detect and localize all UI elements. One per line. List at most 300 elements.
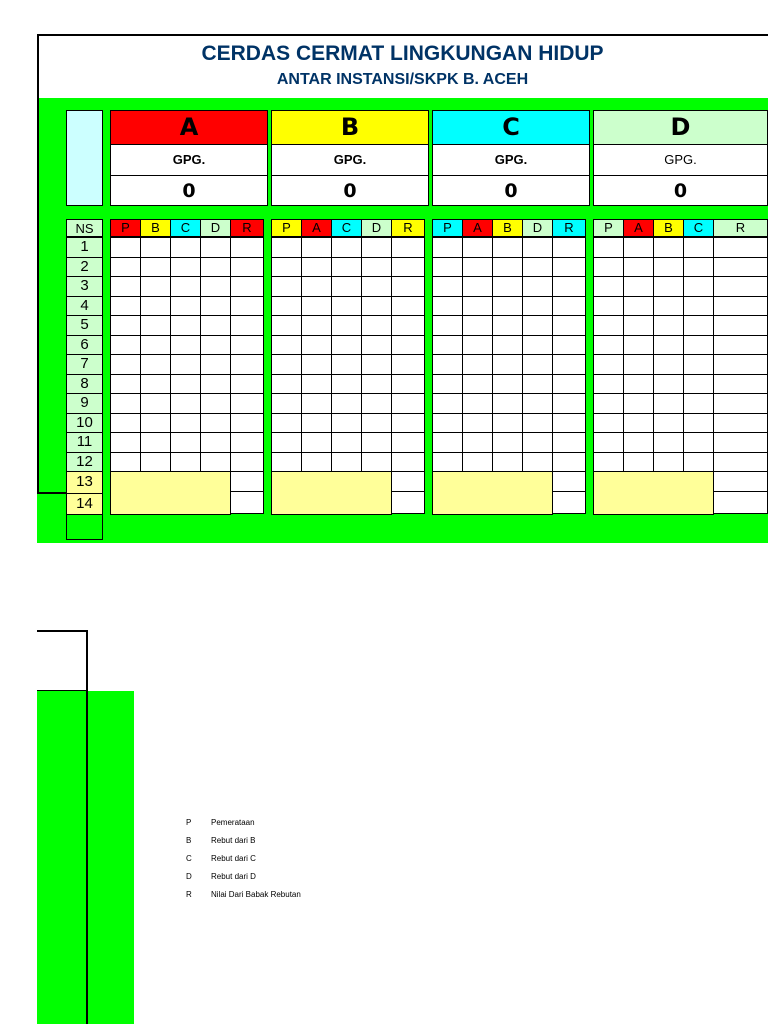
score-cell[interactable] [552,413,586,434]
score-cell[interactable] [170,432,201,453]
score-cell[interactable] [522,237,553,258]
score-cell[interactable] [653,432,684,453]
score-cell[interactable] [462,354,493,375]
legend-item [186,852,256,866]
score-cell[interactable] [200,452,231,473]
score-cell[interactable] [462,432,493,453]
score-cell[interactable] [200,276,231,297]
score-cell[interactable] [230,296,264,317]
score-cell[interactable] [522,354,553,375]
score-cell[interactable] [391,452,425,473]
score-cell[interactable] [391,393,425,414]
score-cell[interactable] [492,413,523,434]
score-cell[interactable] [170,354,201,375]
score-cell[interactable] [593,413,624,434]
ns-row-number: 3 [66,276,103,297]
score-cell[interactable] [683,374,714,395]
score-cell[interactable] [271,452,302,473]
ns-row-number: 12 [66,452,103,473]
score-cell[interactable] [623,432,654,453]
score-cell[interactable] [331,413,362,434]
score-cell[interactable] [432,452,463,473]
team-gpg-label[interactable]: GPG. [594,145,767,176]
column-header-a: A [462,219,493,237]
score-cell[interactable] [200,335,231,356]
total-cell[interactable] [391,491,425,515]
column-header-b: B [492,219,523,237]
score-cell[interactable] [713,432,768,453]
score-cell[interactable] [462,393,493,414]
score-cell[interactable] [492,374,523,395]
score-cell[interactable] [110,374,141,395]
score-cell[interactable] [331,257,362,278]
score-cell[interactable] [462,296,493,317]
total-cell[interactable] [552,491,586,515]
score-cell[interactable] [653,354,684,375]
score-cell[interactable] [301,315,332,336]
score-cell[interactable] [462,413,493,434]
score-cell[interactable] [522,276,553,297]
score-cell[interactable] [140,276,171,297]
score-cell[interactable] [623,354,654,375]
score-cell[interactable] [110,276,141,297]
score-cell[interactable] [140,432,171,453]
score-cell[interactable] [301,276,332,297]
score-cell[interactable] [623,315,654,336]
score-cell[interactable] [170,237,201,258]
column-header-r: R [713,219,768,237]
score-cell[interactable] [170,296,201,317]
score-cell[interactable] [271,257,302,278]
score-cell[interactable] [140,413,171,434]
score-cell[interactable] [110,237,141,258]
score-cell[interactable] [492,276,523,297]
lower-border-vertical [86,630,88,1024]
score-cell[interactable] [432,315,463,336]
score-cell[interactable] [230,413,264,434]
score-cell[interactable] [552,432,586,453]
score-cell[interactable] [593,257,624,278]
legend-text: Rebut dari D [211,872,256,881]
score-cell[interactable] [361,452,392,473]
score-cell[interactable] [552,335,586,356]
score-cell[interactable] [593,432,624,453]
legend-text: Nilai Dari Babak Rebutan [211,890,301,899]
score-cell[interactable] [432,393,463,414]
page-title: CERDAS CERMAT LINGKUNGAN HIDUP [201,42,604,65]
score-cell[interactable] [110,452,141,473]
score-cell[interactable] [200,257,231,278]
score-cell[interactable] [271,335,302,356]
score-cell[interactable] [230,452,264,473]
score-cell[interactable] [361,335,392,356]
score-cell[interactable] [110,335,141,356]
score-cell[interactable] [170,257,201,278]
score-cell[interactable] [361,276,392,297]
score-cell[interactable] [200,413,231,434]
score-cell[interactable] [522,335,553,356]
score-cell[interactable] [301,354,332,375]
score-cell[interactable] [462,237,493,258]
score-cell[interactable] [140,354,171,375]
score-cell[interactable] [653,276,684,297]
column-header-d: D [522,219,553,237]
lower-green-column-1 [37,691,86,1024]
score-cell[interactable] [301,257,332,278]
subtotal-block [593,471,714,515]
score-cell[interactable] [713,335,768,356]
score-cell[interactable] [110,354,141,375]
score-cell[interactable] [432,374,463,395]
score-cell[interactable] [653,413,684,434]
score-cell[interactable] [230,237,264,258]
team-letter: A [111,111,267,145]
score-cell[interactable] [522,257,553,278]
ns-empty-cell[interactable] [66,514,103,540]
column-header-r: R [552,219,586,237]
score-cell[interactable] [361,257,392,278]
score-cell[interactable] [522,315,553,336]
score-cell[interactable] [492,354,523,375]
score-cell[interactable] [391,432,425,453]
score-cell[interactable] [140,257,171,278]
score-cell[interactable] [271,374,302,395]
score-cell[interactable] [361,393,392,414]
score-cell[interactable] [391,276,425,297]
score-cell[interactable] [492,257,523,278]
score-cell[interactable] [492,393,523,414]
column-header-p: P [593,219,624,237]
team-score[interactable]: 0 [673,180,688,202]
score-cell[interactable] [331,354,362,375]
score-cell[interactable] [623,276,654,297]
score-cell[interactable] [271,393,302,414]
column-header-a: A [301,219,332,237]
score-cell[interactable] [301,413,332,434]
total-cell[interactable] [713,491,768,515]
score-cell[interactable] [110,432,141,453]
score-cell[interactable] [623,296,654,317]
legend-item [186,870,256,884]
score-cell[interactable] [361,237,392,258]
total-cell[interactable] [230,491,264,515]
score-cell[interactable] [713,452,768,473]
score-cell[interactable] [593,237,624,258]
score-cell[interactable] [522,374,553,395]
score-cell[interactable] [683,296,714,317]
score-cell[interactable] [331,276,362,297]
score-cell[interactable] [140,452,171,473]
score-cell[interactable] [462,315,493,336]
score-cell[interactable] [301,296,332,317]
ns-row-number: 1 [66,237,103,258]
ns-row-number: 5 [66,315,103,336]
score-cell[interactable] [653,393,684,414]
team-header-d [593,110,768,206]
score-cell[interactable] [713,276,768,297]
score-cell[interactable] [140,315,171,336]
score-cell[interactable] [623,257,654,278]
score-cell[interactable] [432,335,463,356]
column-header-c: C [331,219,362,237]
score-cell[interactable] [713,296,768,317]
subtotal-block [271,471,392,515]
score-cell[interactable] [140,237,171,258]
score-cell[interactable] [462,452,493,473]
score-cell[interactable] [552,257,586,278]
score-cell[interactable] [170,393,201,414]
score-cell[interactable] [110,257,141,278]
legend-key: C [186,854,192,863]
score-cell[interactable] [140,374,171,395]
team-gpg-label[interactable]: GPG. [433,145,589,176]
ns-row-number: 8 [66,374,103,395]
score-cell[interactable] [492,452,523,473]
score-cell[interactable] [432,237,463,258]
score-cell[interactable] [432,354,463,375]
score-cell[interactable] [391,257,425,278]
score-cell[interactable] [361,432,392,453]
score-cell[interactable] [683,237,714,258]
score-cell[interactable] [301,393,332,414]
score-cell[interactable] [462,257,493,278]
label-cell[interactable] [66,110,103,206]
score-cell[interactable] [462,335,493,356]
score-cell[interactable] [593,452,624,473]
score-cell[interactable] [301,374,332,395]
score-cell[interactable] [552,276,586,297]
score-cell[interactable] [361,413,392,434]
score-cell[interactable] [110,315,141,336]
score-cell[interactable] [713,315,768,336]
score-cell[interactable] [110,413,141,434]
score-cell[interactable] [653,296,684,317]
score-cell[interactable] [331,374,362,395]
score-cell[interactable] [552,237,586,258]
score-cell[interactable] [653,315,684,336]
score-cell[interactable] [653,452,684,473]
score-cell[interactable] [593,354,624,375]
score-cell[interactable] [331,335,362,356]
score-cell[interactable] [391,374,425,395]
score-cell[interactable] [462,276,493,297]
score-cell[interactable] [683,432,714,453]
score-cell[interactable] [331,393,362,414]
score-cell[interactable] [683,276,714,297]
score-cell[interactable] [331,237,362,258]
score-cell[interactable] [170,374,201,395]
column-header-d: D [200,219,231,237]
score-cell[interactable] [271,432,302,453]
score-cell[interactable] [110,393,141,414]
score-cell[interactable] [492,237,523,258]
score-cell[interactable] [432,257,463,278]
score-cell[interactable] [683,354,714,375]
board-left-border [37,98,39,493]
score-cell[interactable] [331,296,362,317]
legend-key: P [186,818,192,827]
score-cell[interactable] [361,296,392,317]
score-cell[interactable] [522,393,553,414]
score-cell[interactable] [683,335,714,356]
score-cell[interactable] [552,315,586,336]
score-cell[interactable] [552,393,586,414]
score-cell[interactable] [683,257,714,278]
score-cell[interactable] [200,432,231,453]
score-cell[interactable] [361,374,392,395]
team-letter: C [433,111,589,145]
score-cell[interactable] [200,315,231,336]
score-cell[interactable] [462,374,493,395]
score-cell[interactable] [623,413,654,434]
score-cell[interactable] [230,276,264,297]
score-cell[interactable] [230,374,264,395]
score-cell[interactable] [653,335,684,356]
score-cell[interactable] [593,296,624,317]
team-gpg-label[interactable]: GPG. [272,145,428,176]
score-cell[interactable] [301,237,332,258]
score-cell[interactable] [170,276,201,297]
score-cell[interactable] [391,413,425,434]
team-gpg-label[interactable]: GPG. [111,145,267,176]
score-cell[interactable] [271,237,302,258]
score-cell[interactable] [623,237,654,258]
score-cell[interactable] [683,315,714,336]
score-cell[interactable] [230,335,264,356]
score-cell[interactable] [230,432,264,453]
score-cell[interactable] [713,257,768,278]
team-score[interactable]: 0 [504,180,518,202]
score-cell[interactable] [492,296,523,317]
score-cell[interactable] [271,354,302,375]
score-cell[interactable] [200,354,231,375]
score-cell[interactable] [593,335,624,356]
score-cell[interactable] [713,374,768,395]
team-letter: B [272,111,428,145]
score-cell[interactable] [301,452,332,473]
score-cell[interactable] [713,413,768,434]
score-cell[interactable] [593,374,624,395]
score-cell[interactable] [170,413,201,434]
score-cell[interactable] [522,296,553,317]
score-cell[interactable] [391,315,425,336]
score-cell[interactable] [593,276,624,297]
score-cell[interactable] [271,315,302,336]
score-cell[interactable] [522,432,553,453]
score-cell[interactable] [391,237,425,258]
team-header-b [271,110,429,206]
legend-key: R [186,890,192,899]
score-cell[interactable] [331,452,362,473]
score-cell[interactable] [593,315,624,336]
score-cell[interactable] [391,335,425,356]
score-cell[interactable] [522,413,553,434]
legend-text: Rebut dari B [211,836,256,845]
score-cell[interactable] [230,315,264,336]
score-cell[interactable] [200,374,231,395]
score-cell[interactable] [653,237,684,258]
team-score[interactable]: 0 [343,180,357,202]
column-header-c: C [170,219,201,237]
score-cell[interactable] [552,374,586,395]
score-cell[interactable] [200,296,231,317]
score-cell[interactable] [110,296,141,317]
column-header-p: P [110,219,141,237]
score-cell[interactable] [391,296,425,317]
score-cell[interactable] [331,432,362,453]
score-cell[interactable] [432,432,463,453]
legend-text: Rebut dari C [211,854,256,863]
ns-row-number: 14 [66,493,103,516]
team-header-c [432,110,590,206]
score-cell[interactable] [271,413,302,434]
legend-key: B [186,836,192,845]
score-cell[interactable] [713,354,768,375]
score-cell[interactable] [361,354,392,375]
score-cell[interactable] [653,257,684,278]
score-cell[interactable] [713,393,768,414]
score-cell[interactable] [492,315,523,336]
score-cell[interactable] [391,354,425,375]
score-cell[interactable] [361,315,392,336]
ns-row-number: 13 [66,471,103,494]
score-cell[interactable] [552,452,586,473]
team-score[interactable]: 0 [182,180,196,202]
score-cell[interactable] [713,237,768,258]
score-cell[interactable] [432,296,463,317]
score-cell[interactable] [301,432,332,453]
score-cell[interactable] [170,452,201,473]
score-cell[interactable] [623,374,654,395]
score-cell[interactable] [623,452,654,473]
score-cell[interactable] [432,276,463,297]
score-cell[interactable] [140,393,171,414]
column-header-r: R [391,219,425,237]
score-cell[interactable] [623,335,654,356]
score-cell[interactable] [552,296,586,317]
score-cell[interactable] [301,335,332,356]
column-header-a: A [623,219,654,237]
score-cell[interactable] [200,393,231,414]
score-cell[interactable] [492,432,523,453]
score-cell[interactable] [200,237,231,258]
score-cell[interactable] [653,374,684,395]
score-cell[interactable] [683,452,714,473]
score-cell[interactable] [230,393,264,414]
ns-header: NS [66,219,103,237]
score-cell[interactable] [271,296,302,317]
score-cell[interactable] [140,335,171,356]
score-cell[interactable] [492,335,523,356]
score-cell[interactable] [522,452,553,473]
score-cell[interactable] [623,393,654,414]
column-header-c: C [683,219,714,237]
score-cell[interactable] [230,354,264,375]
score-cell[interactable] [683,413,714,434]
score-cell[interactable] [683,393,714,414]
column-header-p: P [271,219,302,237]
score-cell[interactable] [593,393,624,414]
score-cell[interactable] [230,257,264,278]
score-cell[interactable] [170,335,201,356]
score-cell[interactable] [432,413,463,434]
score-cell[interactable] [271,276,302,297]
legend-item [186,816,255,830]
score-cell[interactable] [331,315,362,336]
score-cell[interactable] [552,354,586,375]
score-cell[interactable] [170,315,201,336]
score-cell[interactable] [140,296,171,317]
